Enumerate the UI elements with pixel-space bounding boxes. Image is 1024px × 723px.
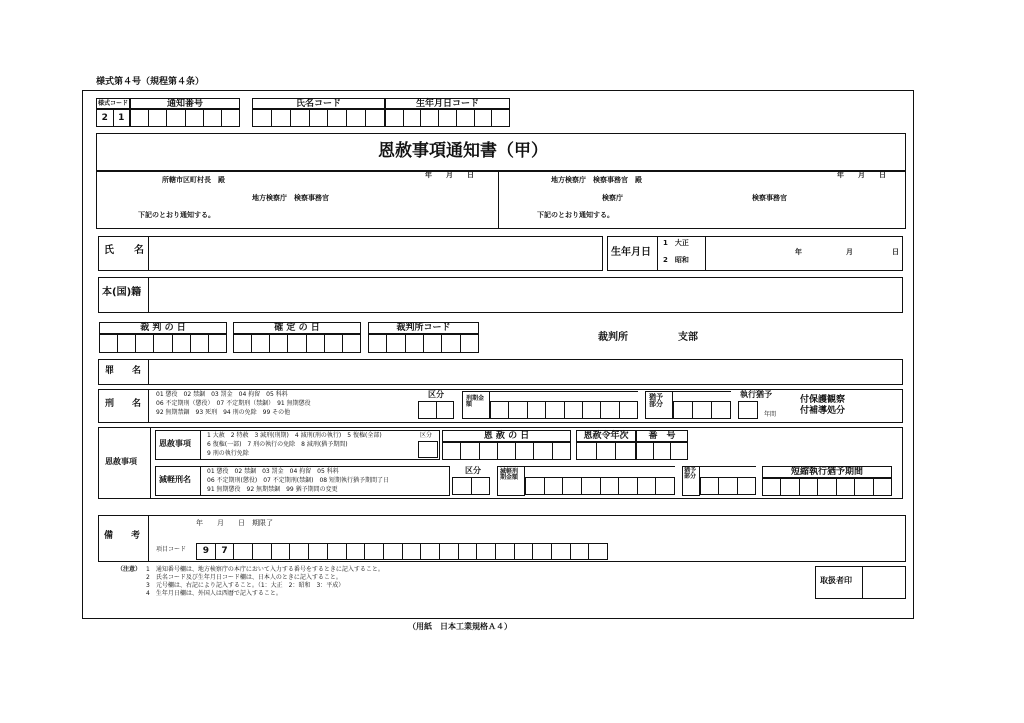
name-divider [148,236,149,271]
branch-label: 支部 [678,332,698,343]
note-4: 4 生年月日欄は、外国人は西暦で記入すること。 [146,590,282,597]
exec-suspension-label: 執行猶予 [740,390,772,399]
right-notice: 下記のとおり通知する。 [537,211,614,219]
suspension-cells[interactable] [673,401,731,419]
court-code-label: 裁判所コード [368,322,479,334]
item-code-digit: 7 [216,544,235,559]
era-divider [705,236,706,271]
note-3: 3 元号欄は、右記により記入すること。（1：大正 2：昭和 3：平成） [146,582,345,589]
notice-number-label: 通知番号 [130,98,240,109]
amnesty-item-divider [200,430,201,460]
birth-code-cells[interactable] [385,109,510,127]
suspension-top-line [673,391,731,392]
term-label: 刑期金額 [466,395,485,408]
amnesty-category-label: 区分 [420,432,433,439]
birth-label: 生年月日 [611,247,651,258]
sentence-options-3: 92 無期禁錮 93 死刑 94 刑の免除 99 その他 [156,409,291,416]
item-code-digit: 9 [197,544,216,559]
guidance-label: 付補導処分 [800,406,846,416]
era-taisho: 1 大正 [663,239,689,247]
left-date: 年 月 日 [425,171,474,179]
remarks-label: 備 考 [104,531,141,541]
left-notice: 下記のとおり通知する。 [138,211,215,219]
sentence-category-label: 区分 [428,390,444,399]
crime-field[interactable] [98,359,903,385]
paper-size-note: （用紙 日本工業規格Ａ４） [408,622,512,631]
left-sender: 地方検察庁 検察事務官 [252,194,329,202]
sentence-divider [148,389,149,423]
name-code-label: 氏名コード [252,98,385,109]
handler-seal-label: 取扱者印 [820,576,852,585]
amnesty-date-label: 恩 赦 の 日 [442,430,571,442]
term-cells[interactable] [490,401,638,419]
amnesty-items-2: 6 復権(一部) 7 刑の執行の免除 8 減刑(猶予期間) [207,441,348,448]
reduced-options-3: 91 無期懲役 92 無期禁錮 99 猶予期間の変更 [207,486,338,493]
short-period-cells[interactable] [762,478,892,496]
crime-divider [148,359,149,385]
amnesty-order-label: 恩赦令年次 [576,430,636,442]
birth-code-label: 生年月日コード [385,98,510,109]
short-period-label: 短縮執行猶予期間 [762,466,892,478]
kind-code-digit: 1 [118,113,125,123]
reduced-category-label: 区分 [465,466,481,475]
domicile-label: 本(国)籍 [102,287,142,298]
name-code-cells[interactable] [252,109,385,127]
form-number: 様式第４号（規程第４条） [96,77,205,87]
exec-suspension-cell[interactable] [738,401,758,419]
amnesty-number-cells[interactable] [636,442,688,460]
birth-year: 年 [795,248,802,256]
right-office: 検察庁 [602,194,623,202]
suspension2-label: 猶予部分 [684,467,697,480]
birth-field[interactable] [607,236,903,271]
amnesty-items-1: 1 大赦 2 特赦 3 減刑(刑期) 4 減刑(刑の執行) 5 復権(全部) [207,432,382,439]
reduced-term-top-line [525,466,675,467]
suspension-label: 猶予部分 [649,393,663,408]
court-label: 裁判所 [598,332,628,343]
amnesty-date-cells[interactable] [442,442,571,460]
notice-number-cells[interactable] [130,109,240,127]
term-top-line [490,391,638,392]
reduced-term-cells[interactable] [525,477,675,495]
sentence-category-cells[interactable] [418,401,454,419]
years-label: 年間 [764,411,777,418]
crime-label: 罪 名 [105,366,142,376]
amnesty-category-cell[interactable] [418,441,438,458]
name-label: 氏 名 [104,245,144,256]
sentence-label: 刑 名 [105,399,142,409]
kind-code-digit: 2 [97,110,114,126]
sentence-options-1: 01 懲役 02 禁錮 03 罰金 04 拘留 05 科料 [156,391,288,398]
final-date-cells[interactable] [233,334,361,353]
amnesty-item-label: 恩赦事項 [159,439,191,448]
kind-code-cells[interactable] [96,109,130,127]
remarks-divider [148,515,149,562]
amnesty-items-3: 9 刑の執行免除 [207,450,249,457]
name-field[interactable] [98,236,603,271]
court-code-cells[interactable] [368,334,479,353]
sentence-options-2: 06 不定期刑（懲役） 07 不定期刑（禁錮） 91 無期懲役 [156,400,311,407]
birth-day: 日 [892,248,899,256]
reduced-sentence-divider [200,466,201,496]
right-date: 年 月 日 [837,171,886,179]
note-2: 2 氏名コード及び生年月日コード欄は、日本人のときに記入すること。 [146,574,342,581]
kind-code-label: 様式コード [97,100,128,107]
remarks-date-line: 年 月 日 期限了 [196,519,273,527]
suspension2-top-line [700,466,756,467]
amnesty-divider [150,427,151,499]
form-title: 恩赦事項通知書（甲） [378,141,548,161]
left-recipient: 所轄市区町村長 殿 [162,176,225,184]
birth-divider [657,236,658,271]
era-showa: 2 昭和 [663,256,689,264]
reduced-options-2: 06 不定期刑(懲役) 07 不定期刑(禁錮) 08 短期執行猶予期間了日 [207,477,389,484]
item-code-cells[interactable] [196,543,608,560]
right-sender: 検察事務官 [752,194,787,202]
domicile-field[interactable] [98,277,903,313]
handler-seal-divider [862,566,863,599]
probation-label: 付保護観察 [800,395,846,405]
note-1: 1 通知番号欄は、地方検察庁の本庁において入力する番号をするときに記入すること。 [146,566,384,573]
item-code-label: 項目コード [156,546,187,553]
final-date-label: 確 定 の 日 [233,322,361,334]
suspension2-cells[interactable] [700,477,756,495]
amnesty-label: 恩赦事項 [105,457,137,466]
reduced-sentence-label: 減軽刑名 [159,475,191,484]
reduced-category-cells[interactable] [452,477,490,495]
notes-label: （注意） [117,566,142,573]
amnesty-order-cells[interactable] [576,442,636,460]
amnesty-number-label: 番 号 [636,430,688,442]
reduced-options-1: 01 懲役 02 禁錮 03 罰金 04 拘留 05 科料 [207,468,339,475]
address-divider [498,171,499,229]
judgment-date-cells[interactable] [99,334,227,353]
reduced-term-label: 減軽刑期金額 [500,468,519,481]
judgment-date-label: 裁 判 の 日 [99,322,227,334]
birth-month: 月 [846,248,853,256]
domicile-divider [148,277,149,313]
right-recipient: 地方検察庁 検察事務官 殿 [551,176,642,184]
